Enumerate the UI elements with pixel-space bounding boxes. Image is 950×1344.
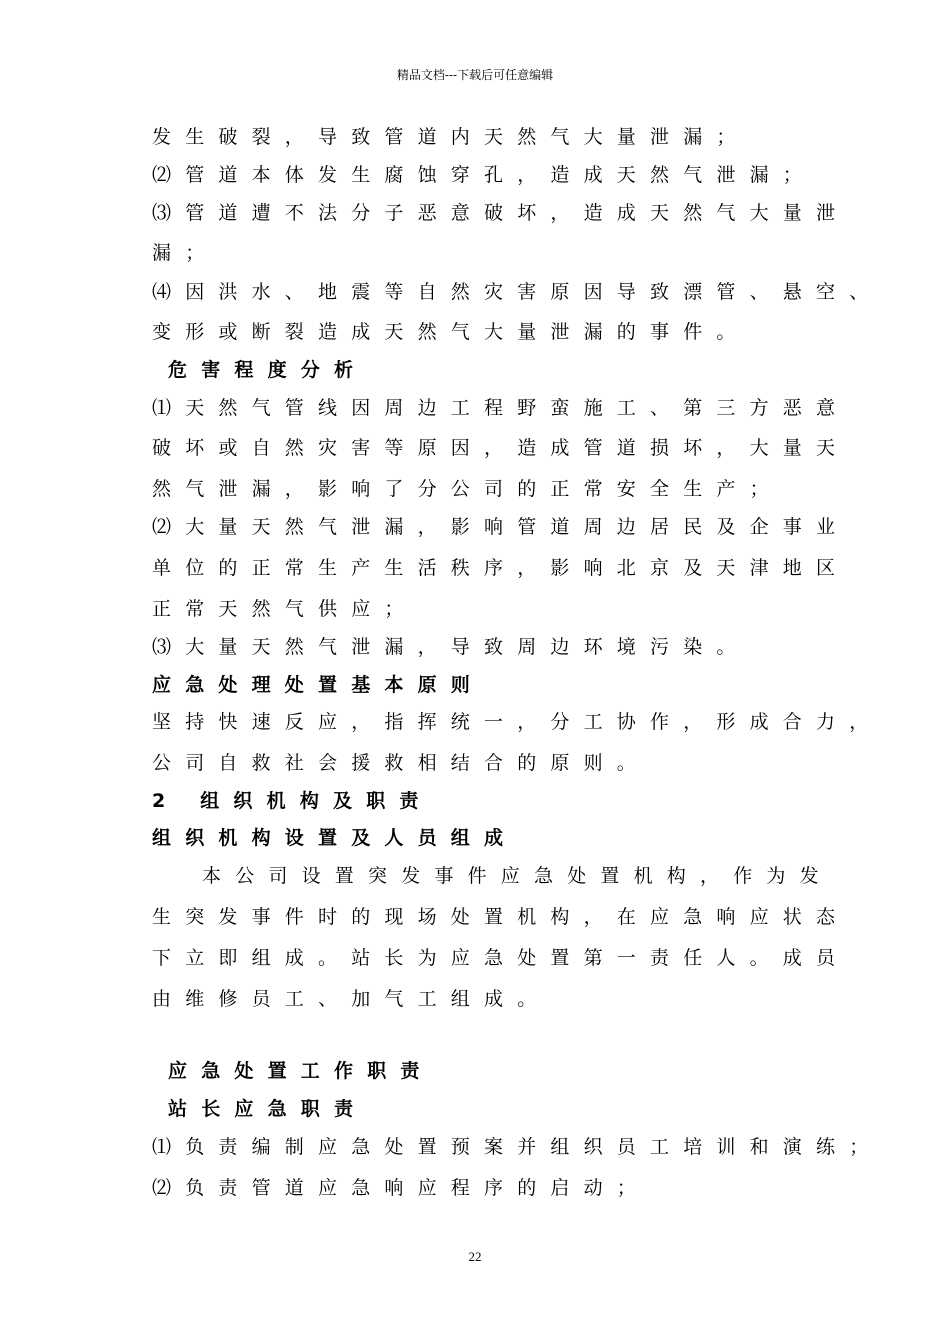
body-line: 坚持快速反应，指挥统一，分工协作，形成合力， (152, 711, 883, 733)
list-item: ⑶大量天然气泄漏，导致周边环境污染。 (152, 636, 750, 658)
body-line: 变形或断裂造成天然气大量泄漏的事件。 (152, 321, 750, 343)
page-header: 精品文档---下载后可任意编辑 (396, 68, 554, 82)
body-line: 公司自救社会援救相结合的原则。 (152, 752, 651, 774)
list-item: ⑵大量天然气泄漏，影响管道周边居民及企事业 (152, 516, 850, 538)
body-line: 破坏或自然灾害等原因，造成管道损坏，大量天 (152, 437, 850, 459)
section-heading: 应急处置工作职责 (168, 1060, 434, 1082)
body-line: 漏； (152, 242, 219, 264)
list-item: ⑴天然气管线因周边工程野蛮施工、第三方恶意 (152, 397, 850, 419)
body-line: 单位的正常生产生活秩序，影响北京及天津地区 (152, 557, 850, 579)
section-heading: 组织机构设置及人员组成 (152, 827, 518, 849)
body-line: 发生破裂，导致管道内天然气大量泄漏； (152, 126, 750, 148)
body-line: 正常天然气供应； (152, 598, 418, 620)
body-line: 生突发事件时的现场处置机构，在应急响应状态 (152, 906, 850, 928)
section-heading: 危害程度分析 (168, 359, 368, 381)
body-line: 然气泄漏，影响了分公司的正常安全生产； (152, 478, 783, 500)
page-number: 22 (468, 1249, 482, 1264)
list-item: ⑵管道本体发生腐蚀穿孔，造成天然气泄漏； (152, 164, 817, 186)
subsection-heading: 站长应急职责 (168, 1098, 368, 1120)
list-item: ⑶管道遭不法分子恶意破坏，造成天然气大量泄 (152, 202, 850, 224)
body-line: 本公司设置突发事件应急处置机构，作为发 (202, 865, 833, 887)
body-line: 由维修员工、加气工组成。 (152, 988, 551, 1010)
chapter-heading: 2 组织机构及职责 (152, 790, 433, 812)
list-item: ⑴负责编制应急处置预案并组织员工培训和演练； (152, 1136, 883, 1158)
list-item: ⑷因洪水、地震等自然灾害原因导致漂管、悬空、 (152, 281, 883, 303)
list-item: ⑵负责管道应急响应程序的启动； (152, 1177, 651, 1199)
body-line: 下立即组成。站长为应急处置第一责任人。成员 (152, 947, 850, 969)
section-heading: 应急处理处置基本原则 (152, 674, 485, 696)
